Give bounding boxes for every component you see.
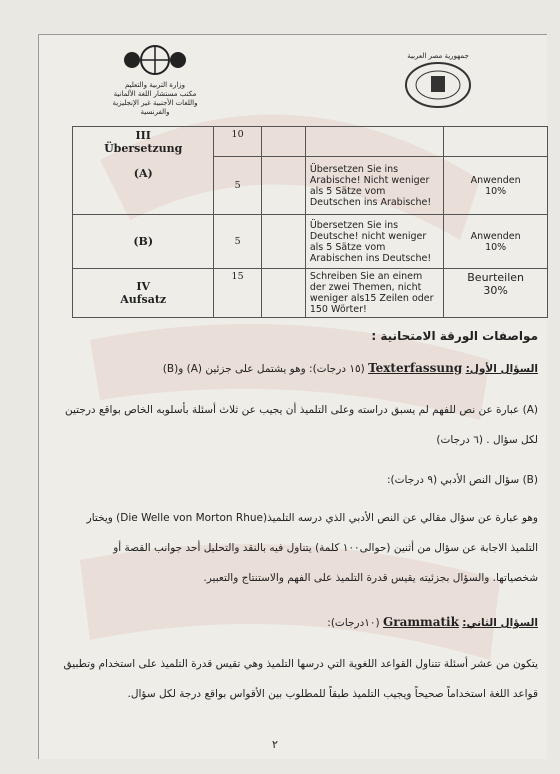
task-cell: Übersetzen Sie ins Deutsche! nicht weniger als 5 Sätze vom Arabischen ins Deutsche! [305,215,443,269]
section-part: (A) [133,167,153,180]
question-1a-text: (A) عبارة عن نص للفهم لم يسبق دراسته وعلى التلميذ أن يجيب عن ثلاث أسئلة بأسلوبه الخاص بواقع درجتين [65,404,538,416]
points-cell: 5 [214,215,261,269]
level-percent: 10% [485,185,507,197]
question-1b-text-1: وهو عبارة عن سؤال مقالي عن النص الأدبي الذي درسه التلميذ(Die Welle von Morton Rhue) ويختار [86,512,538,524]
level-label: Beurteilen [467,271,525,284]
question-2-text-2: قواعد اللغة استخداماً صحيحاً ويجيب التلميذ طبقاً للمطلوب بين الأقواس بواقع درجة لكل سؤال. [127,688,538,700]
task-cell: Schreiben Sie an einem der zwei Themen, nicht weniger als15 Zeilen oder 150 Wörter! [305,269,443,318]
section-number: IV [136,280,151,293]
question-1-german: Texterfassung [368,361,463,375]
question-1b-text-3: شخصياتها. والسؤال بجزئيته يقيس قدرة التلميذ على الفهم والاستنتاج والتعبير. [203,572,538,584]
question-1a-text-2: لكل سؤال . (٦ درجات) [436,434,538,446]
republic-line: جمهورية مصر العربية [407,52,469,60]
level-percent: 30% [483,284,508,297]
section-title: Aufsatz [120,293,167,306]
question-2-label: السؤال الثاني: [462,617,538,629]
section-number: III [135,129,151,142]
ministry-line-2: مكتب مستشار اللغة الألمانية [113,90,197,98]
table-row [73,269,548,318]
table-row [73,127,548,157]
section-title: Übersetzung [104,142,183,155]
table-row [73,215,548,269]
question-1-rest: (١٥ درجات): وهو يشتمل على جزئين (A) و(B) [162,363,365,375]
seal-icon [403,60,473,110]
question-2-heading [327,614,538,631]
section-cell [73,127,214,215]
spec-title: مواصفات الورقة الامتحانية : [371,329,538,343]
ministry-line-1: وزارة التربية والتعليم [124,81,186,89]
level-percent: 10% [485,241,507,253]
question-1-label: السؤال الأول: [465,363,538,375]
question-2-text-1: يتكون من عشر أسئلة تتناول القواعد اللغوية التي درسها التلميذ وهي تقيس قدرة التلميذ على استخدام وتطبيق [63,658,538,670]
level-label: Anwenden [470,230,521,242]
level-cell [444,269,548,318]
task-cell: Übersetzen Sie ins Arabische! Nicht weniger als 5 Sätze vom Deutschen ins Arabische! [305,157,443,215]
points-cell: 10 [214,127,261,157]
section-cell: (B) [73,215,214,269]
level-cell [444,157,548,215]
globe-icon [120,42,190,78]
ministry-logo [100,42,210,117]
points-cell: 15 [214,269,261,318]
question-1-heading [163,360,538,377]
exam-spec-table [72,126,548,318]
question-1b-text-2: التلميذ الاجابة عن سؤال من أثنين (حوالى١٠٠ كلمة) يتناول فيه بالنقد والتحليل أحد جوانب القصة أو [113,542,538,554]
question-1b-title: (B) سؤال النص الأدبي (٩ درجات): [387,474,538,486]
page-number: ٢ [272,738,278,751]
question-2-rest: (١٠درجات): [327,617,380,629]
section-cell [73,269,214,318]
level-cell [444,215,548,269]
question-2-german: Grammatik [383,615,459,629]
republic-seal [398,52,478,112]
points-cell: 5 [214,157,261,215]
level-label: Anwenden [470,174,521,186]
ministry-line-3: واللغات الأجنبية غير الإنجليزية والفرنسية [112,99,198,116]
